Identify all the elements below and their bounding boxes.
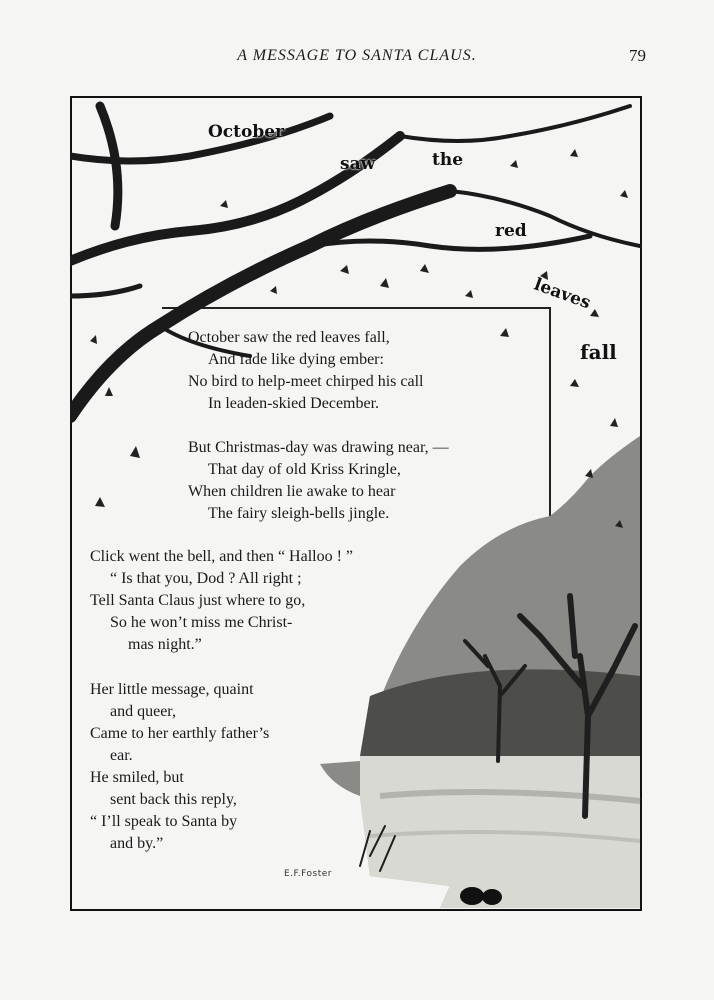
verse-line: So he won’t miss me Christ- bbox=[110, 614, 293, 631]
verse-line: When children lie awake to hear bbox=[188, 483, 396, 500]
stanza-2 bbox=[188, 437, 449, 525]
verse-line: The fairy sleigh-bells jingle. bbox=[208, 505, 390, 522]
running-head bbox=[0, 47, 714, 71]
ornament-word-fall: fall bbox=[580, 340, 617, 364]
ornament-word-saw: saw bbox=[340, 154, 376, 174]
stanza-4 bbox=[90, 679, 269, 855]
page-number: 79 bbox=[629, 46, 646, 65]
verse-line: mas night.” bbox=[128, 636, 202, 653]
ornament-word-the: the bbox=[432, 150, 464, 170]
verse-line: and by.” bbox=[110, 835, 164, 852]
verse-line: No bird to help-meet chirped his call bbox=[188, 373, 424, 390]
ornament-word-leaves: leaves bbox=[531, 274, 594, 314]
verse-line: Came to her earthly father’s bbox=[90, 725, 270, 742]
running-title: A MESSAGE TO SANTA CLAUS. bbox=[237, 47, 477, 64]
verse-line: “ Is that you, Dod ? All right ; bbox=[110, 570, 302, 587]
verse-line: Her little message, quaint bbox=[90, 681, 254, 698]
verse-line: He smiled, but bbox=[90, 769, 184, 786]
verse-line: That day of old Kriss Kringle, bbox=[208, 461, 401, 478]
verse-line: “ I’ll speak to Santa by bbox=[90, 813, 238, 830]
verse-line: Tell Santa Claus just where to go, bbox=[90, 592, 306, 609]
verse-line: sent back this reply, bbox=[110, 791, 237, 808]
ornament-word-october: October bbox=[208, 122, 285, 142]
illustrator-signature: E.F.Foster bbox=[284, 869, 332, 879]
ornament-word-red: red bbox=[495, 221, 527, 241]
verse-line: Click went the bell, and then “ Halloo ! ” bbox=[90, 548, 354, 565]
verse-line: ear. bbox=[110, 747, 133, 764]
verse-line: and queer, bbox=[110, 703, 176, 720]
verse-line: In leaden-skied December. bbox=[208, 395, 380, 412]
verse-line: But Christmas-day was drawing near, — bbox=[188, 439, 449, 456]
stanza-1 bbox=[188, 327, 423, 415]
stanza-3 bbox=[90, 546, 353, 656]
verse-line: And fade like dying ember: bbox=[208, 351, 384, 368]
verse-line: October saw the red leaves fall, bbox=[188, 329, 390, 346]
